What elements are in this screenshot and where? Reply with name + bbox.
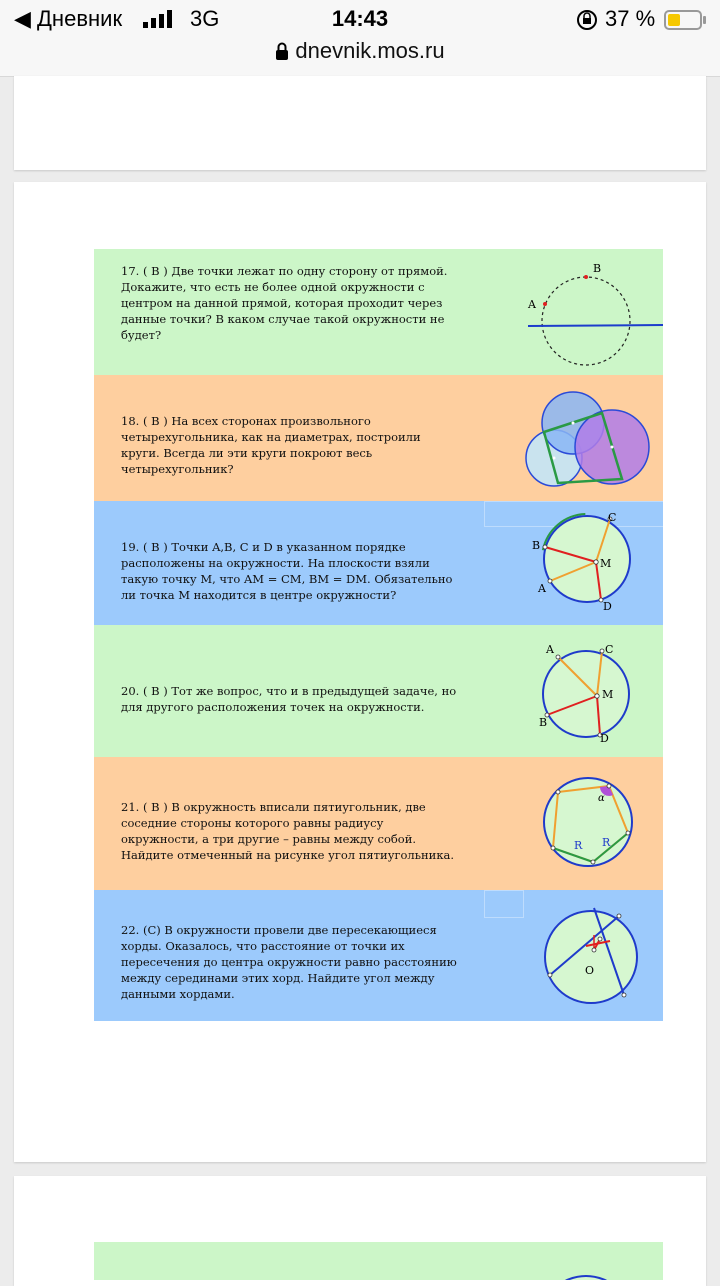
- label-m: M: [602, 688, 614, 701]
- address-bar[interactable]: [0, 38, 720, 66]
- previous-page-card: [14, 76, 706, 170]
- problem-18: [94, 375, 663, 501]
- problem-17: [94, 249, 663, 375]
- label-b: B: [593, 262, 602, 275]
- browser-status-bar: [0, 0, 720, 77]
- label-r2: R: [602, 836, 611, 849]
- label-a: A: [528, 298, 536, 311]
- problem-22-text: 22. (C) В окружности провели две пересекающиеся хорды. Оказалось, что расстояние от точки их пересечения до центра окружности равно расстоянию между серединами этих хорд. Найдите угол между данными хордами.: [121, 923, 457, 1001]
- label-c: C: [605, 643, 614, 656]
- problem-19: [94, 501, 663, 625]
- problem-17-text: 17. ( B ) Две точки лежат по одну сторону от прямой. Докажите, что есть не более одной окружности с центром на данной прямой, которая проходит через данные точки? В каком случае такой окружности не будет?: [121, 264, 448, 342]
- lock-icon: [275, 40, 289, 66]
- problem-21-text: 21. ( B ) В окружность вписали пятиугольник, две соседние стороны которого равны радиусу окружности, а три другие – равны между собой. Найдите отмеченный на рисунке угол пятиугольника.: [121, 800, 455, 862]
- problem-21: [94, 757, 663, 890]
- orientation-lock-icon: [576, 9, 598, 36]
- back-to-app-button[interactable]: ◀ Дневник: [14, 6, 123, 31]
- label-b: B: [539, 716, 548, 729]
- label-d: D: [600, 732, 609, 745]
- problem-22-figure: [514, 890, 663, 1021]
- battery-icon: [664, 10, 708, 35]
- problem-20: [94, 625, 663, 757]
- label-b: B: [532, 539, 541, 552]
- clock: 14:43: [331, 6, 389, 31]
- problem-18-figure: [514, 375, 663, 501]
- label-a: A: [538, 582, 546, 595]
- label-m: M: [600, 557, 612, 570]
- label-c: C: [608, 511, 617, 524]
- label-r1: R: [574, 839, 583, 852]
- battery-percent: 37 %: [605, 6, 656, 31]
- problem-20-figure: [514, 625, 663, 757]
- problem-20-text: 20. ( B ) Тот же вопрос, что и в предыдущей задаче, но для другого расположения точек на окружности.: [121, 684, 457, 714]
- label-d: D: [603, 600, 612, 613]
- label-alpha: α: [598, 793, 605, 804]
- problem-19-figure: [514, 501, 663, 625]
- url-text: dnevnik.mos.ru: [295, 38, 445, 63]
- problem-17-figure: [514, 249, 663, 375]
- next-page-problem-row: [94, 1242, 663, 1280]
- network-type: 3G: [190, 6, 220, 31]
- label-a: A: [546, 643, 554, 656]
- next-page-figure: [514, 1242, 663, 1280]
- problem-21-figure: [514, 757, 663, 890]
- problem-19-text: 19. ( B ) Точки A,B, C и D в указанном порядке расположены на окружности. На плоскости взяли такую точку M, что AM = CM, BM = DM. Обязательно ли точка M находится в центре окружности?: [121, 540, 453, 602]
- label-o: O: [585, 964, 595, 977]
- problem-22: [94, 890, 663, 1021]
- problem-18-text: 18. ( B ) На всех сторонах произвольного четырехугольника, как на диаметрах, построили круги. Всегда ли эти круги покроют весь четырехугольник?: [121, 414, 421, 476]
